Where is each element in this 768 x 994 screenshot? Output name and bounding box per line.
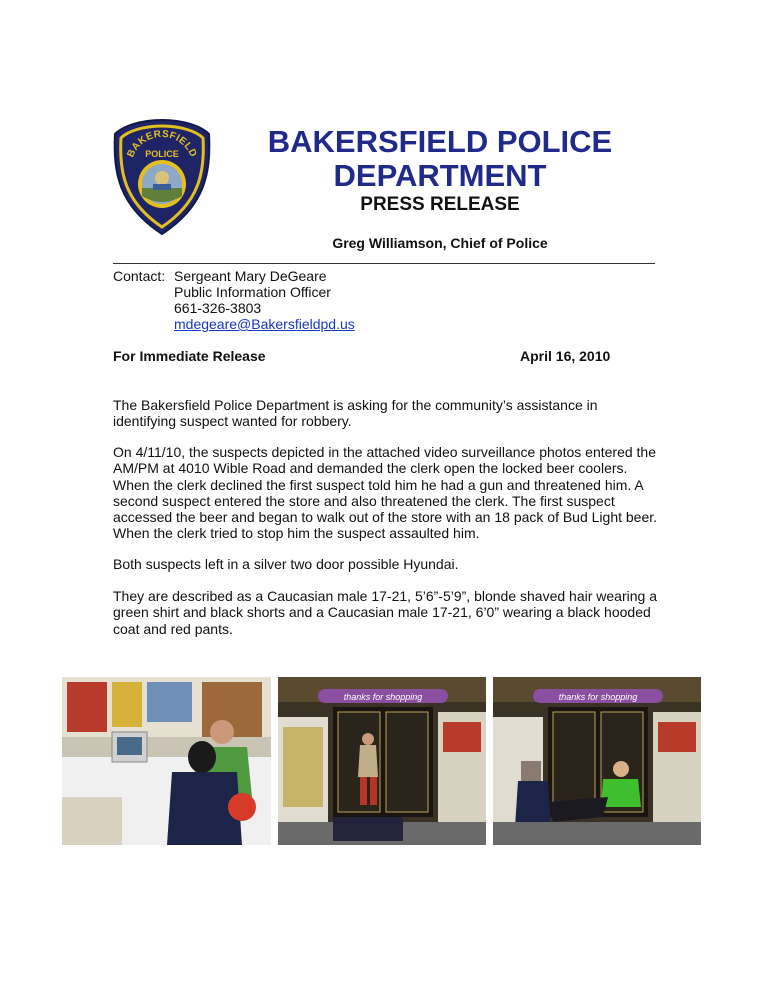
banner-text-2: thanks for shopping <box>558 692 638 702</box>
page-title-line1: BAKERSFIELD POLICE <box>267 124 613 159</box>
body-paragraph-2: On 4/11/10, the suspects depicted in the attached video surveillance photos entered the AM/PM at 4010 Wible Road and demanded the clerk open the locked beer coolers. When the clerk declined the first suspect told him he had a gun and threatened him. A second suspect entered the store and also threatened the clerk. The first suspect accessed the beer and began to walk out of the store with an 18 pack of Bud Light beer. When the clerk tried to stop him the suspect assaulted him. <box>113 444 658 542</box>
release-label: For Immediate Release <box>113 348 266 364</box>
police-badge-logo <box>113 118 211 236</box>
body-paragraph-3: Both suspects left in a silver two door possible Hyundai. <box>113 556 459 572</box>
surveillance-photo-struggle <box>493 677 701 845</box>
page-title-line2: DEPARTMENT <box>333 158 547 193</box>
contact-label: Contact: <box>113 268 166 284</box>
chief-of-police: Greg Williamson, Chief of Police <box>332 235 548 251</box>
surveillance-photo-counter <box>62 677 271 845</box>
badge-text-top: BAKERSFIELD <box>125 128 199 160</box>
contact-email-link[interactable]: mdegeare@Bakersfieldpd.us <box>174 316 355 332</box>
release-date: April 16, 2010 <box>520 348 611 364</box>
banner-text: thanks for shopping <box>343 692 423 702</box>
contact-role: Public Information Officer <box>174 284 331 300</box>
surveillance-photo-entrance <box>278 677 486 845</box>
press-release-heading: PRESS RELEASE <box>360 194 520 215</box>
contact-phone: 661-326-3803 <box>174 300 262 316</box>
body-paragraph-1: The Bakersfield Police Department is asking for the community’s assistance in identifying suspect wanted for robbery. <box>113 397 598 430</box>
badge-text-bottom: POLICE <box>145 149 179 159</box>
body-paragraph-4: They are described as a Caucasian male 17-21, 5’6”-5’9”, blonde shaved hair wearing a green shirt and black shorts and a Caucasian male 17-21, 6’0” wearing a black hooded coat and red pants. <box>113 588 657 637</box>
contact-name: Sergeant Mary DeGeare <box>174 268 327 284</box>
header-divider <box>113 263 655 264</box>
